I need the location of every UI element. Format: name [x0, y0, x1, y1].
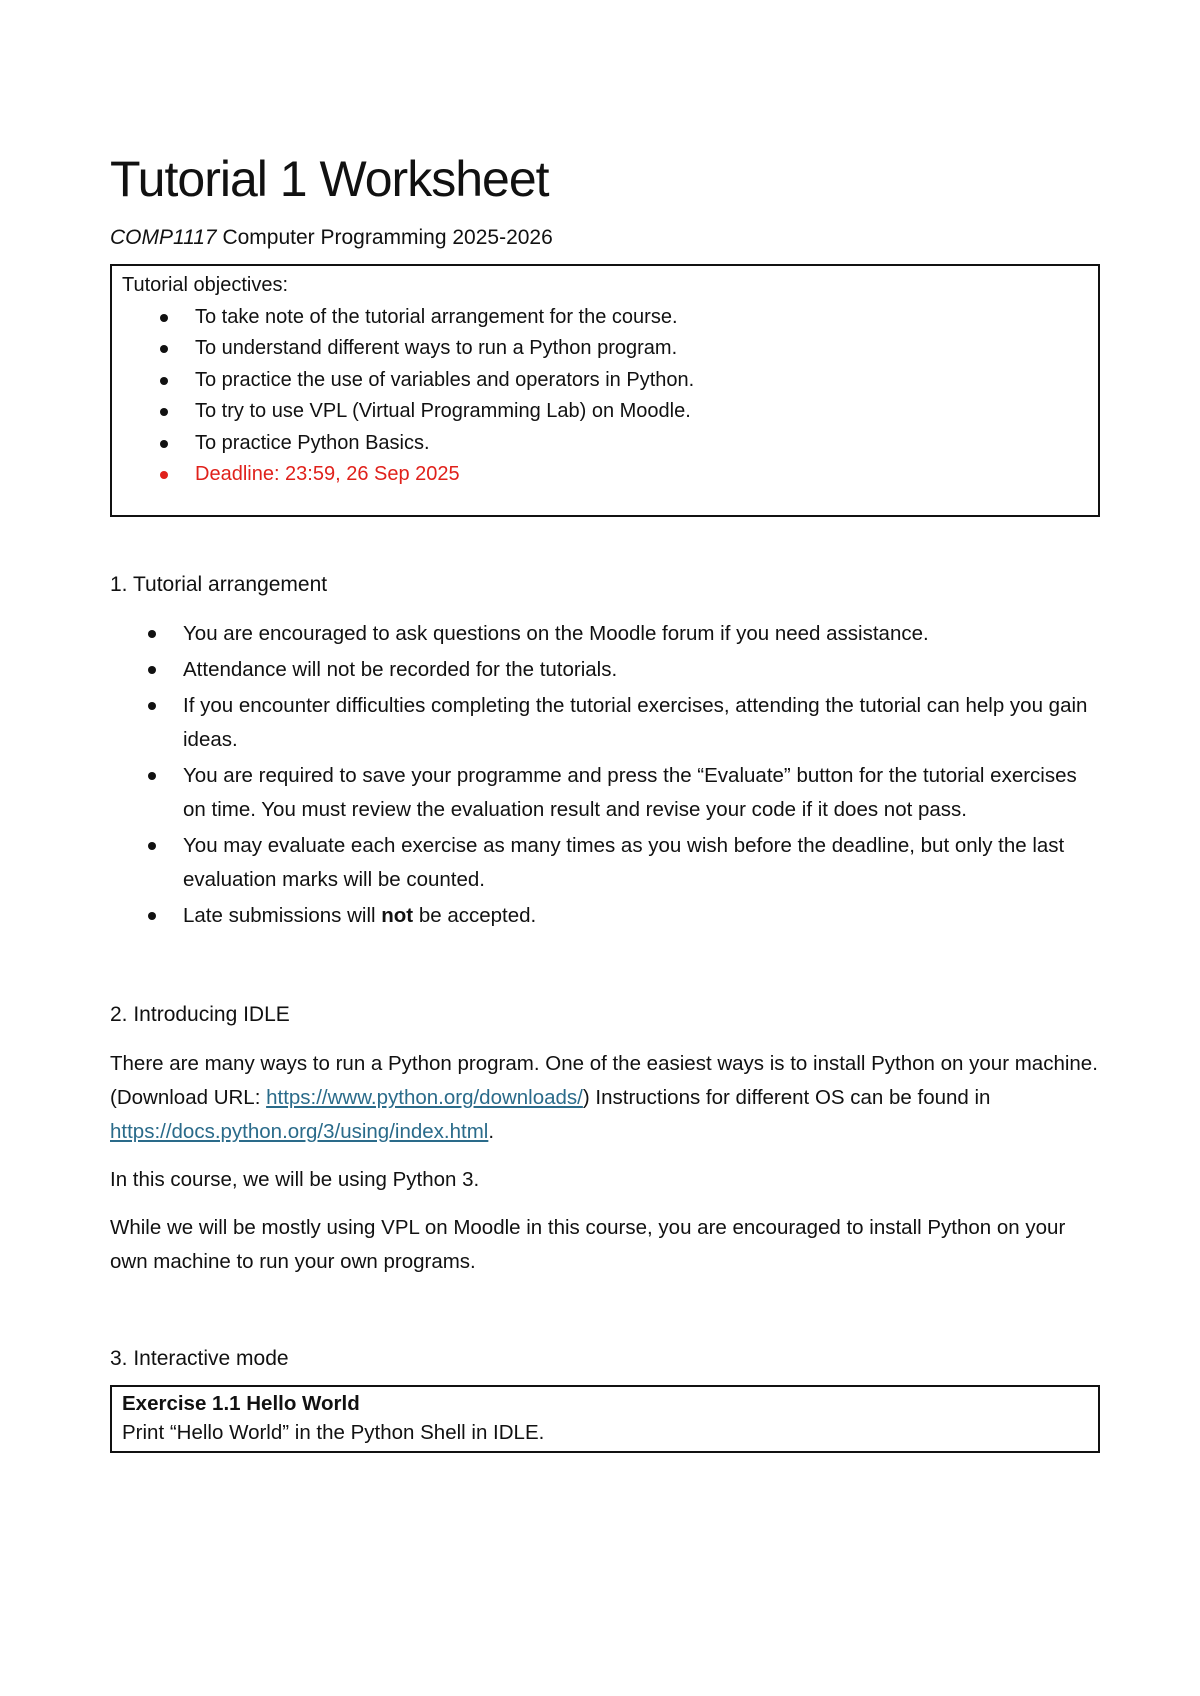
objective-item: To take note of the tutorial arrangement for the course.	[122, 302, 1088, 334]
section-2-heading: 2. Introducing IDLE	[110, 1002, 290, 1026]
exercise-title: Exercise 1.1 Hello World	[122, 1391, 360, 1415]
idle-paragraph-3: While we will be mostly using VPL on Moodle in this course, you are encouraged to install Python on your own machine to run your own programs.	[110, 1215, 1066, 1273]
arrangement-item: You are required to save your programme and press the “Evaluate” button for the tutorial exercises on time. You must review the evaluation result and revise your code if it does not pass.	[110, 759, 1100, 827]
section-1-heading: 1. Tutorial arrangement	[110, 572, 328, 596]
idle-text-c: .	[488, 1119, 495, 1143]
objectives-list	[122, 302, 1088, 491]
idle-text-b: ) Instructions for different OS can be found in	[582, 1085, 991, 1109]
exercise-box	[110, 1385, 1100, 1453]
idle-paragraph-1	[110, 1047, 1100, 1149]
objective-item: To practice Python Basics.	[122, 428, 1088, 460]
late-text-bold: not	[381, 903, 414, 927]
arrangement-item-late	[110, 899, 1100, 933]
deadline-item: Deadline: 23:59, 26 Sep 2025	[122, 459, 1088, 491]
arrangement-item: You may evaluate each exercise as many times as you wish before the deadline, but only the last evaluation marks will be counted.	[110, 829, 1100, 897]
objective-item: To understand different ways to run a Python program.	[122, 333, 1088, 365]
arrangement-item: Attendance will not be recorded for the tutorials.	[110, 653, 1100, 687]
objectives-heading: Tutorial objectives:	[122, 274, 288, 296]
objective-item: To try to use VPL (Virtual Programming Lab) on Moodle.	[122, 396, 1088, 428]
page-title: Tutorial 1 Worksheet	[110, 151, 549, 207]
idle-text-a: There are many ways to run a Python program. One of the easiest ways is to install Python on your machine. (Download URL:	[110, 1051, 1098, 1109]
python-docs-link[interactable]: https://docs.python.org/3/using/index.html	[110, 1119, 489, 1143]
document-content	[110, 148, 1100, 1453]
course-name: Computer Programming 2025-2026	[216, 226, 553, 249]
exercise-text: Print “Hello World” in the Python Shell in IDLE.	[122, 1420, 545, 1444]
objectives-box	[110, 264, 1100, 517]
python-downloads-link[interactable]: https://www.python.org/downloads/	[266, 1085, 583, 1109]
late-text-before: Late submissions will	[183, 903, 382, 927]
arrangement-item: You are encouraged to ask questions on the Moodle forum if you need assistance.	[110, 617, 1100, 651]
course-code: COMP1117	[110, 226, 217, 249]
arrangement-item: If you encounter difficulties completing the tutorial exercises, attending the tutorial can help you gain ideas.	[110, 689, 1100, 757]
course-subtitle	[110, 224, 1100, 252]
section-3-heading: 3. Interactive mode	[110, 1346, 289, 1370]
late-text-after: be accepted.	[413, 903, 537, 927]
idle-paragraph-2: In this course, we will be using Python 3.	[110, 1167, 480, 1191]
objective-item: To practice the use of variables and operators in Python.	[122, 365, 1088, 397]
arrangement-list	[110, 617, 1100, 933]
